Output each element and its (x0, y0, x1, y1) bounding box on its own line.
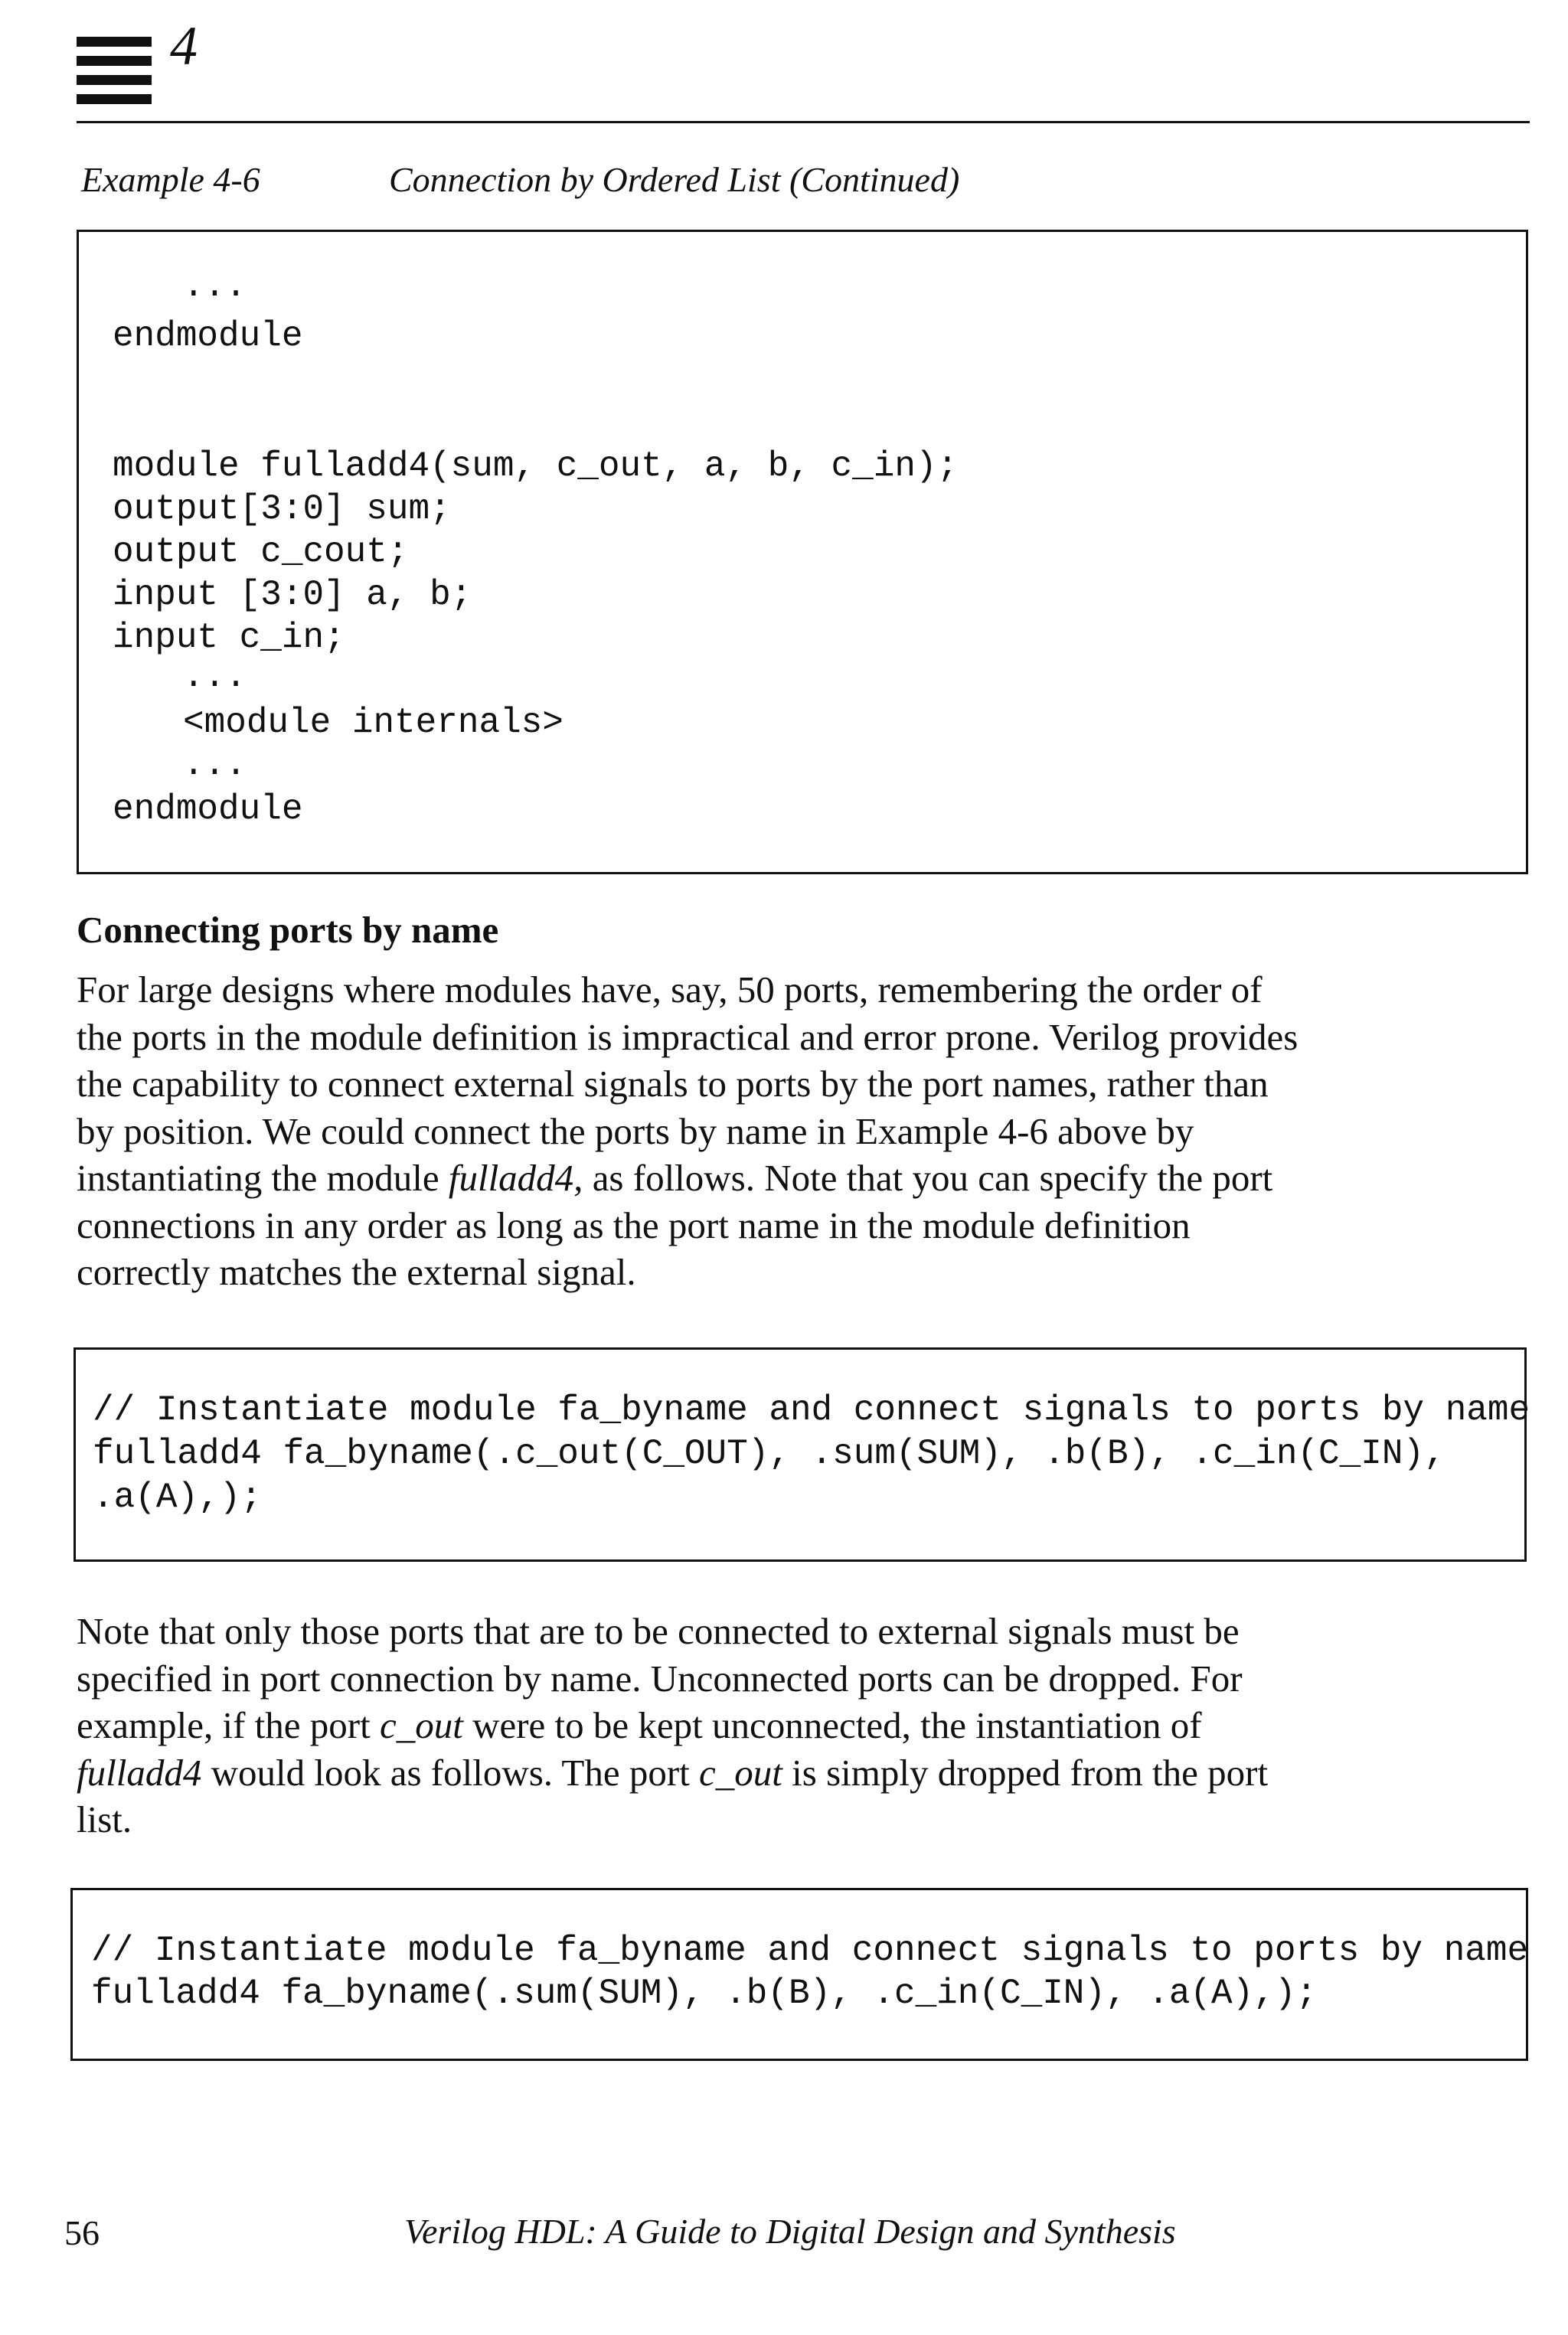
section-heading: Connecting ports by name (77, 909, 499, 951)
book-title: Verilog HDL: A Guide to Digital Design and Synthesis (404, 2212, 1176, 2251)
paragraph-line: the ports in the module definition is impractical and error prone. Verilog provides (77, 1015, 1298, 1058)
code-line: input [3:0] a, b; (113, 575, 472, 615)
paragraph-line: Note that only those ports that are to be connected to external signals must be (77, 1610, 1240, 1652)
port-name-emphasis: c_out (379, 1704, 463, 1746)
page-number: 56 (64, 2213, 100, 2252)
module-name-emphasis: fulladd4, (448, 1157, 583, 1199)
code-line: endmodule (113, 316, 303, 356)
module-name-emphasis: fulladd4 (77, 1751, 202, 1794)
code-line: output[3:0] sum; (113, 489, 451, 529)
paragraph-line: example, if the port c_out were to be kept unconnected, the instantiation of (77, 1704, 1202, 1746)
chapter-number: 4 (170, 15, 198, 77)
paragraph-line: by position. We could connect the ports by name in Example 4-6 above by (77, 1109, 1194, 1152)
code-box-unconnected (70, 1888, 1528, 2061)
code-line: output c_cout; (113, 532, 409, 572)
paragraph-line: instantiating the module fulladd4, as follows. Note that you can specify the port (77, 1157, 1273, 1199)
paragraph-port-naming (77, 966, 1531, 1296)
code-line: ... (183, 657, 247, 697)
paragraph-line: fulladd4 would look as follows. The port c_out is simply dropped from the port (77, 1751, 1269, 1794)
paragraph-line: the capability to connect external signals to ports by the port names, rather than (77, 1063, 1269, 1105)
code-line: // Instantiate module fa_byname and connect signals to ports by name (93, 1390, 1530, 1430)
example-title: Connection by Ordered List (Continued) (389, 160, 960, 199)
example-label: Example 4-6 (81, 160, 260, 199)
code-line: <module internals> (183, 703, 564, 743)
paragraph-unconnected-ports (77, 1608, 1531, 1844)
paragraph-line: correctly matches the external signal. (77, 1251, 636, 1293)
header-rule (77, 121, 1530, 123)
code-line: input c_in; (113, 618, 345, 658)
chapter-bars-icon (77, 37, 152, 113)
paragraph-line: connections in any order as long as the port name in the module definition (77, 1203, 1191, 1246)
paragraph-line: For large designs where modules have, say, 50 ports, remembering the order of (77, 968, 1263, 1011)
code-line: module fulladd4(sum, c_out, a, b, c_in); (113, 446, 959, 486)
code-line: .a(A),); (93, 1478, 262, 1517)
code-line: endmodule (113, 789, 303, 829)
code-line: fulladd4 fa_byname(.sum(SUM), .b(B), .c_in(C_IN), .a(A),); (91, 1974, 1318, 2013)
paragraph-line: specified in port connection by name. Unconnected ports can be dropped. For (77, 1657, 1243, 1700)
code-box-byname (74, 1347, 1530, 1562)
paragraph-line: list. (77, 1798, 132, 1840)
code-line: fulladd4 fa_byname(.c_out(C_OUT), .sum(SUM), .b(B), .c_in(C_IN), (93, 1434, 1446, 1474)
code-line: ... (183, 266, 247, 306)
code-line: // Instantiate module fa_byname and connect signals to ports by name (91, 1931, 1529, 1971)
code-line: ... (183, 745, 247, 785)
port-name-emphasis: c_out (699, 1751, 782, 1794)
code-box-module (77, 230, 1528, 874)
